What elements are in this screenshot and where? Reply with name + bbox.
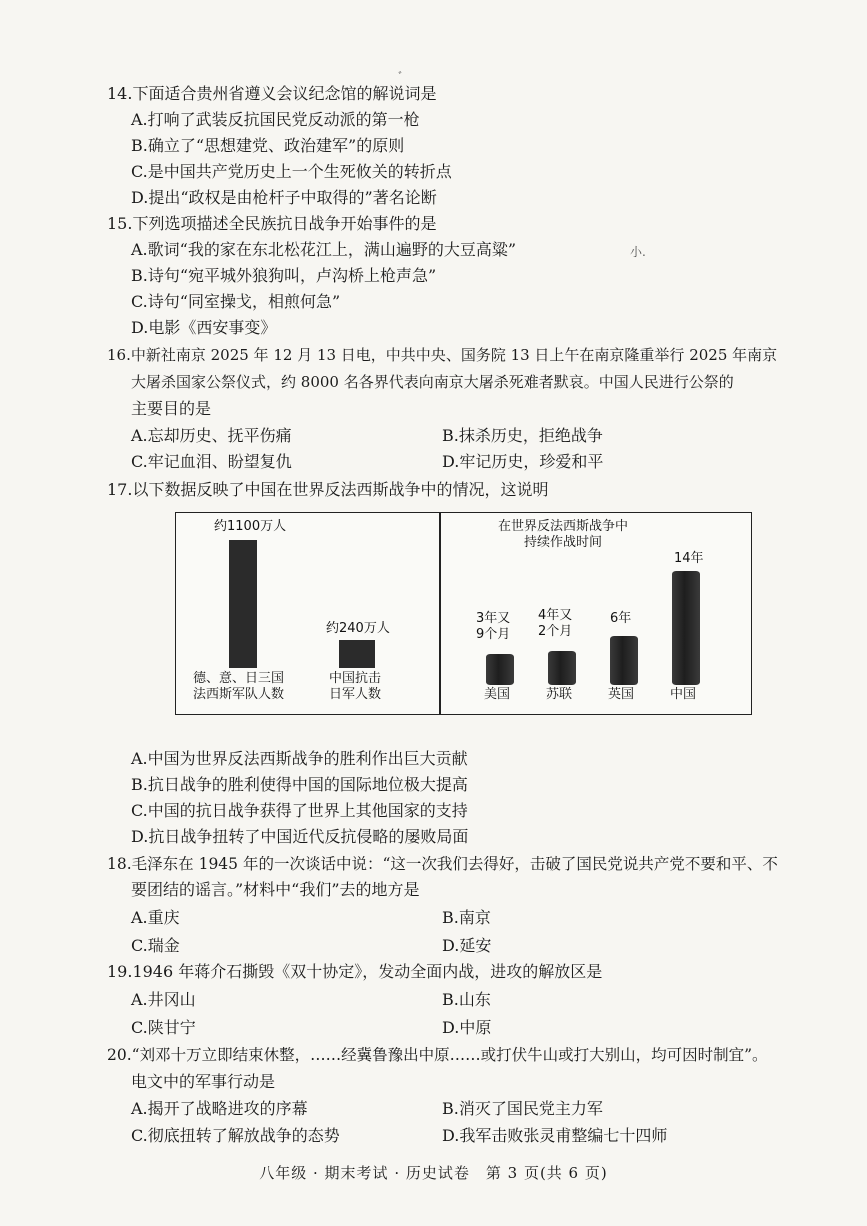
scan-speck: ﾞ [398, 70, 405, 84]
right-chart-data-label-usa-line-1: 3年又 [476, 611, 511, 626]
question-16-option-c: C.牢记血泪、盼望复仇 [131, 452, 292, 471]
left-chart-category-1-line-2: 法西斯军队人数 [193, 687, 285, 702]
right-chart-title-line-2: 持续作战时间 [524, 535, 603, 550]
left-chart-category-1 [193, 671, 284, 703]
question-14-stem: 14.下面适合贵州省遵义会议纪念馆的解说词是 [107, 84, 437, 103]
left-chart-category-2 [329, 671, 381, 703]
question-18-option-b: B.南京 [442, 908, 491, 927]
question-18-option-d: D.延安 [442, 936, 492, 955]
question-15-option-a: A.歌词“我的家在东北松花江上，满山遍野的大豆高粱” [131, 240, 517, 259]
question-14-option-a: A.打响了武装反抗国民党反动派的第一枪 [131, 110, 420, 129]
question-20-option-b: B.消灭了国民党主力军 [442, 1099, 603, 1118]
question-18-option-a: A.重庆 [131, 908, 180, 927]
page-footer: 八年级 · 期末考试 · 历史试卷 第 3 页(共 6 页) [259, 1164, 608, 1182]
question-14-option-d: D.提出“政权是由枪杆子中取得的”著名论断 [131, 188, 437, 207]
question-17-option-a: A.中国为世界反法西斯战争的胜利作出巨大贡献 [131, 749, 468, 768]
question-17-stem: 17.以下数据反映了中国在世界反法西斯战争中的情况，这说明 [107, 480, 549, 499]
question-18-option-c: C.瑞金 [131, 936, 180, 955]
left-chart-data-label-1: 约1100万人 [214, 519, 287, 534]
right-chart-data-label-uk: 6年 [610, 611, 632, 626]
question-16-option-d: D.牢记历史，珍爱和平 [442, 452, 604, 471]
scan-speck-2: 小. [630, 245, 646, 259]
left-chart-bar-china-resisting [339, 640, 375, 668]
question-16-option-a: A.忘却历史、抚平伤痛 [131, 426, 292, 445]
right-chart-category-uk: 英国 [608, 687, 635, 702]
question-15-option-c: C.诗句“同室操戈，相煎何急” [131, 292, 341, 311]
question-19-option-d: D.中原 [442, 1018, 492, 1037]
question-20-option-a: A.揭开了战略进攻的序幕 [131, 1099, 308, 1118]
question-16-stem-line-2: 大屠杀国家公祭仪式，约 8000 名各界代表向南京大屠杀死难者默哀。中国人民进行公祭的 [131, 373, 734, 391]
left-chart-bar-axis-troops [229, 540, 257, 668]
right-chart-category-ussr: 苏联 [546, 687, 573, 702]
right-chart-bar-uk [610, 636, 638, 685]
left-chart-category-1-line-1: 德、意、日三国 [193, 671, 285, 686]
right-chart-bar-usa [486, 654, 514, 685]
question-16-option-b: B.抹杀历史，拒绝战争 [442, 426, 603, 445]
right-chart-data-label-china: 14年 [674, 551, 704, 566]
question-17-option-d: D.抗日战争扭转了中国近代反抗侵略的屡败局面 [131, 827, 469, 846]
right-chart-title-line-1: 在世界反法西斯战争中 [498, 519, 629, 534]
question-17-option-b: B.抗日战争的胜利使得中国的国际地位极大提高 [131, 775, 468, 794]
right-chart-data-label-ussr-line-1: 4年又 [538, 608, 573, 623]
right-chart-bar-ussr [548, 651, 576, 685]
question-15-option-d: D.电影《西安事变》 [131, 318, 277, 337]
question-17-option-c: C.中国的抗日战争获得了世界上其他国家的支持 [131, 801, 468, 820]
right-chart-category-usa: 美国 [484, 687, 511, 702]
question-20-option-d: D.我军击败张灵甫整编七十四师 [442, 1126, 668, 1145]
question-14-option-b: B.确立了“思想建党、政治建军”的原则 [131, 136, 405, 155]
question-19-option-c: C.陕甘宁 [131, 1018, 196, 1037]
question-18-stem-line-2: 要团结的谣言。”材料中“我们”去的地方是 [131, 880, 420, 899]
question-19-option-a: A.井冈山 [131, 990, 196, 1009]
question-15-option-b: B.诗句“宛平城外狼狗叫，卢沟桥上枪声急” [131, 266, 437, 285]
right-chart-data-label-ussr [538, 608, 572, 640]
figure-divider [439, 513, 441, 714]
right-chart-data-label-usa [476, 611, 510, 643]
left-chart-category-2-line-1: 中国抗击 [329, 671, 382, 686]
question-19-option-b: B.山东 [442, 990, 491, 1009]
left-chart-data-label-2: 约240万人 [326, 621, 390, 636]
question-17-figure [175, 512, 752, 715]
question-14-option-c: C.是中国共产党历史上一个生死攸关的转折点 [131, 162, 452, 181]
right-chart-data-label-usa-line-2: 9个月 [476, 627, 511, 642]
right-chart-bar-china [672, 571, 700, 685]
right-chart-title [498, 519, 628, 551]
question-15-stem: 15.下列选项描述全民族抗日战争开始事件的是 [107, 214, 437, 233]
question-20-option-c: C.彻底扭转了解放战争的态势 [131, 1126, 340, 1145]
question-20-stem-line-2: 电文中的军事行动是 [131, 1072, 276, 1091]
question-19-stem: 19.1946 年蒋介石撕毁《双十协定》，发动全面内战，进攻的解放区是 [107, 962, 603, 981]
right-chart-category-china: 中国 [670, 687, 697, 702]
left-chart-category-2-line-2: 日军人数 [329, 687, 382, 702]
question-16-stem-line-3: 主要目的是 [131, 399, 212, 418]
question-20-stem: 20.“刘邓十万立即结束休整，……经冀鲁豫出中原……或打伏牛山或打大别山，均可因时制宜”。 [107, 1046, 768, 1064]
question-18-stem: 18.毛泽东在 1945 年的一次谈话中说：“这一次我们去得好，击破了国民党说共产党不要和平、不 [107, 855, 778, 873]
right-chart-data-label-ussr-line-2: 2个月 [538, 624, 573, 639]
question-16-stem: 16.中新社南京 2025 年 12 月 13 日电，中共中央、国务院 13 日上午在南京隆重举行 2025 年南京 [107, 346, 778, 364]
